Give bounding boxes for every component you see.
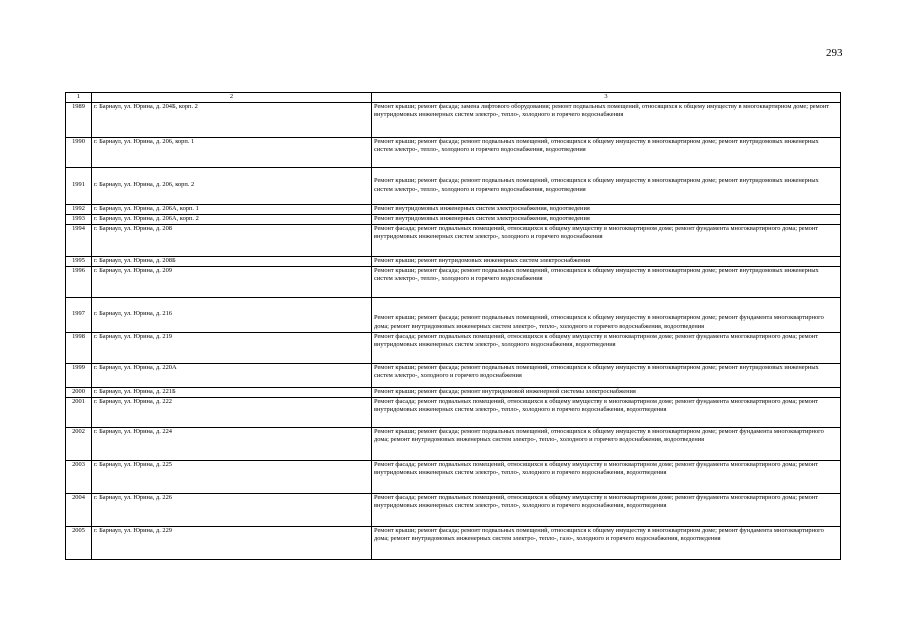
table-row [66,387,841,397]
row-address: г. Барнаул, ул. Юрина, д. 221Б [92,387,372,397]
row-address: г. Барнаул, ул. Юрина, д. 206А, корп. 2 [92,214,372,224]
row-number: 1992 [66,204,92,214]
row-works: Ремонт крыши; ремонт фасада; ремонт подвальных помещений, относящихся к общему имуществу в многоквартирном доме; ремонт фундамента многоквартирного дома; ремонт внутридомовых инженерных систем электро-, тепло-, газо-, холодного и горячего водоснабжения, водоотведения [372,526,841,559]
row-works: Ремонт внутридомовых инженерных систем электроснабжения, водоотведения [372,204,841,214]
table-row [66,460,841,493]
row-number: 2001 [66,397,92,427]
row-address: г. Барнаул, ул. Юрина, д. 204Б, корп. 2 [92,102,372,137]
row-works: Ремонт крыши; ремонт фасада; ремонт подвальных помещений, относящихся к общему имуществу в многоквартирном доме; ремонт внутридомовых инженерных систем электро-, тепло-, холодного и горячего водоснабжения [372,266,841,297]
row-number: 1989 [66,102,92,137]
table-row [66,214,841,224]
table-row [66,256,841,266]
row-works: Ремонт крыши; ремонт фасада; ремонт подвальных помещений, относящихся к общему имуществу в многоквартирном доме; ремонт внутридомовых инженерных систем электро-, холодного и горячего водоснабжения [372,363,841,387]
row-number: 1997 [66,297,92,332]
row-number: 1999 [66,363,92,387]
table-row [66,363,841,387]
row-number: 1995 [66,256,92,266]
repair-works-table [65,92,841,560]
row-address: г. Барнаул, ул. Юрина, д. 209 [92,266,372,297]
table-row [66,397,841,427]
row-number: 2000 [66,387,92,397]
row-address: г. Барнаул, ул. Юрина, д. 208 [92,224,372,256]
table-row [66,526,841,559]
row-works: Ремонт крыши; ремонт внутридомовых инженерных систем электроснабжения [372,256,841,266]
table-row [66,427,841,460]
table-row [66,297,841,332]
row-works: Ремонт крыши; ремонт фасада; ремонт подвальных помещений, относящихся к общему имуществу в многоквартирном доме; ремонт фундамента многоквартирного дома; ремонт внутридомовых инженерных систем электро-, тепло-, холодного и горячего водоснабжения, водоотведения [372,297,841,332]
table-row [66,167,841,204]
row-works: Ремонт фасада; ремонт подвальных помещений, относящихся к общему имуществу в многоквартирном доме; ремонт фундамента многоквартирного дома; ремонт внутридомовых инженерных систем электро-, тепло-, холодного и горячего водоснабжения, водоотведения [372,493,841,526]
row-works: Ремонт крыши; ремонт фасада; ремонт подвальных помещений, относящихся к общему имуществу в многоквартирном доме; ремонт внутридомовых инженерных систем электро-, тепло-, холодного и горячего водоснабжения, водоотведения [372,167,841,204]
table-row [66,224,841,256]
row-address: г. Барнаул, ул. Юрина, д. 226 [92,493,372,526]
row-number: 2005 [66,526,92,559]
row-address: г. Барнаул, ул. Юрина, д. 206, корп. 1 [92,137,372,167]
row-address: г. Барнаул, ул. Юрина, д. 206, корп. 2 [92,167,372,204]
table-row [66,266,841,297]
row-address: г. Барнаул, ул. Юрина, д. 220А [92,363,372,387]
row-address: г. Барнаул, ул. Юрина, д. 224 [92,427,372,460]
row-address: г. Барнаул, ул. Юрина, д. 216 [92,297,372,332]
row-address: г. Барнаул, ул. Юрина, д. 208Б [92,256,372,266]
row-number: 2004 [66,493,92,526]
row-number: 1998 [66,332,92,363]
row-works: Ремонт фасада; ремонт подвальных помещений, относящихся к общему имуществу в многоквартирном доме; ремонт фундамента многоквартирного дома; ремонт внутридомовых инженерных систем электро-, холодного и горячего водоснабжения [372,224,841,256]
row-works: Ремонт крыши; ремонт фасада; ремонт подвальных помещений, относящихся к общему имуществу в многоквартирном доме; ремонт внутридомовых инженерных систем электро-, тепло-, холодного и горячего водоснабжения, водоотведения [372,137,841,167]
row-number: 2003 [66,460,92,493]
table-row [66,102,841,137]
row-number: 1990 [66,137,92,167]
table-header-row [66,93,841,103]
column-header-number: 1 [66,93,92,103]
row-address: г. Барнаул, ул. Юрина, д. 219 [92,332,372,363]
column-header-works: 3 [372,93,841,103]
row-works: Ремонт фасада; ремонт подвальных помещений, относящихся к общему имуществу в многоквартирном доме; ремонт фундамента многоквартирного дома; ремонт внутридомовых инженерных систем электро-, тепло-, холодного и горячего водоснабжения, водоотведения [372,460,841,493]
row-number: 1991 [66,167,92,204]
row-address: г. Барнаул, ул. Юрина, д. 222 [92,397,372,427]
table-row [66,493,841,526]
row-number: 1996 [66,266,92,297]
column-header-address: 2 [92,93,372,103]
row-works: Ремонт крыши; ремонт фасада; ремонт подвальных помещений, относящихся к общему имуществу в многоквартирном доме; ремонт фундамента многоквартирного дома; ремонт внутридомовых инженерных систем электро-, тепло-, холодного и горячего водоснабжения, водоотведения [372,427,841,460]
row-works: Ремонт крыши; ремонт фасада; ремонт внутридомовой инженерной системы электроснабжения [372,387,841,397]
row-works: Ремонт фасада; ремонт подвальных помещений, относящихся к общему имуществу в многоквартирном доме; ремонт фундамента многоквартирного дома; ремонт внутридомовых инженерных систем электро-, тепло-, холодного и горячего водоснабжения, водоотведения [372,397,841,427]
row-works: Ремонт фасада; ремонт подвальных помещений, относящихся к общему имуществу в многоквартирном доме; ремонт фундамента многоквартирного дома; ремонт внутридомовых инженерных систем электро-, холодного водоснабжения, водоотведения [372,332,841,363]
row-address: г. Барнаул, ул. Юрина, д. 229 [92,526,372,559]
row-address: г. Барнаул, ул. Юрина, д. 206А, корп. 1 [92,204,372,214]
row-works: Ремонт внутридомовых инженерных систем электроснабжения, водоотведения [372,214,841,224]
page-number: 293 [826,47,843,59]
table-row [66,332,841,363]
row-address: г. Барнаул, ул. Юрина, д. 225 [92,460,372,493]
table-row [66,204,841,214]
row-number: 2002 [66,427,92,460]
row-number: 1994 [66,224,92,256]
table-row [66,137,841,167]
row-works: Ремонт крыши; ремонт фасада; замена лифтового оборудования; ремонт подвальных помещений, относящихся к общему имуществу в многоквартирном доме; ремонт внутридомовых инженерных систем электро-, тепло-, холодного и горячего водоснабжения [372,102,841,137]
row-number: 1993 [66,214,92,224]
